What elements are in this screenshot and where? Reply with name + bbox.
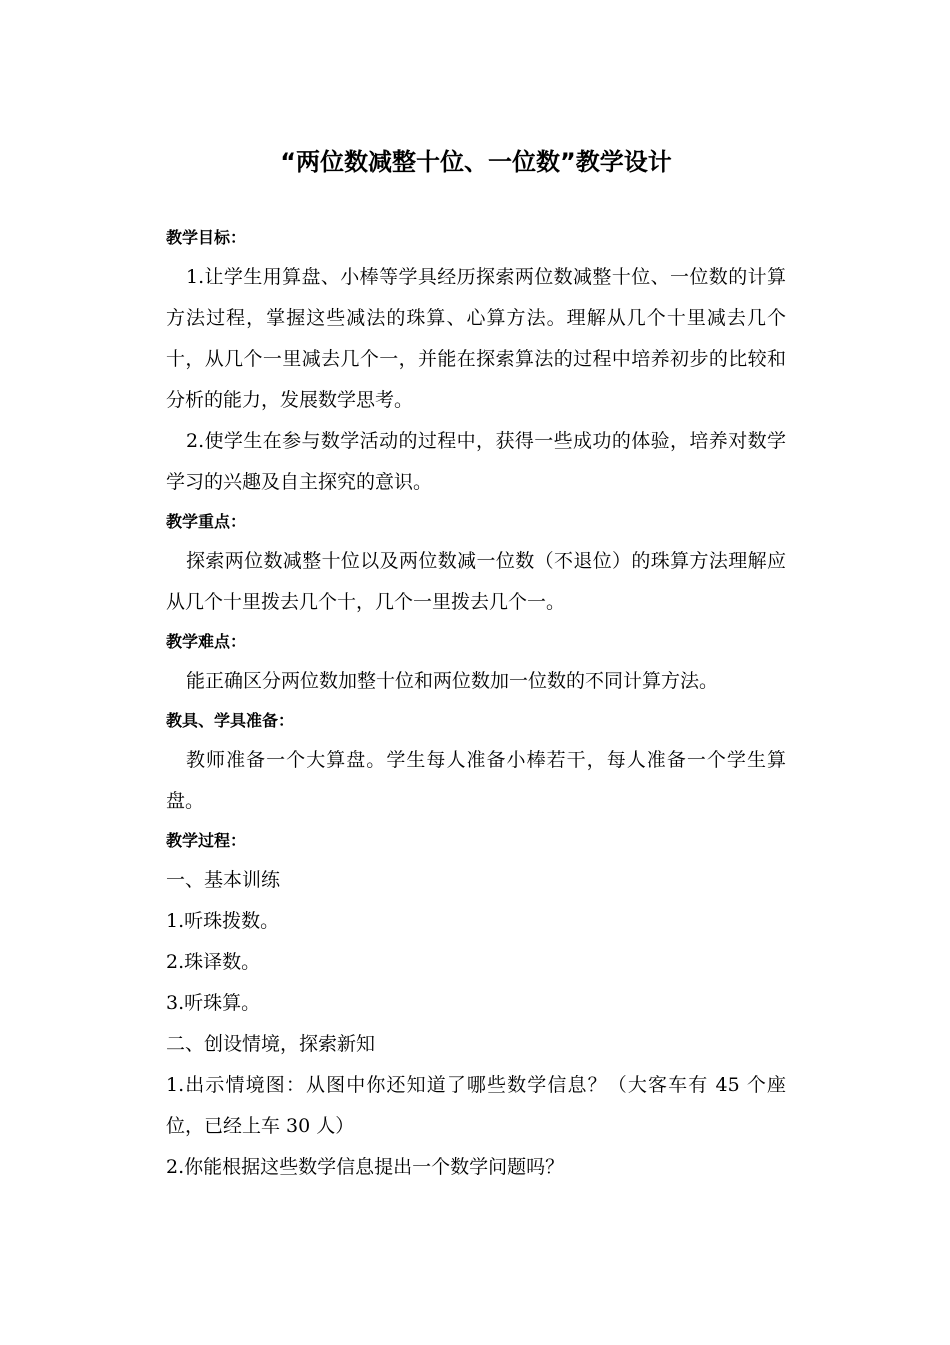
process-part-1: 一、基本训练 — [166, 869, 281, 891]
materials-heading: 教具、学具准备： — [166, 711, 295, 730]
section-difficulties — [166, 623, 786, 702]
difficulties-paragraph: 能正确区分两位数加整十位和两位数加一位数的不同计算方法。 — [186, 670, 719, 692]
section-materials — [166, 702, 786, 822]
section-process — [166, 822, 786, 1188]
key-points-heading: 教学重点： — [166, 512, 247, 531]
document-body — [166, 138, 786, 1188]
process-heading: 教学过程： — [166, 831, 247, 850]
process-item-3: 3.听珠算。 — [166, 992, 261, 1014]
process-item-1: 1.听珠拨数。 — [166, 910, 280, 932]
key-points-paragraph: 探索两位数减整十位以及两位数减一位数（不退位）的珠算方法理解应从几个十里拨去几个十，几个一里拨去几个一。 — [166, 550, 786, 613]
document-title: “两位数减整十位、一位数”教学设计 — [280, 148, 672, 176]
materials-paragraph: 教师准备一个大算盘。学生每人准备小棒若干，每人准备一个学生算盘。 — [166, 749, 786, 812]
process-item-2: 2.珠译数。 — [166, 951, 261, 973]
process-part-2: 二、创设情境，探索新知 — [166, 1033, 376, 1055]
goals-paragraph-2: 2.使学生在参与数学活动的过程中，获得一些成功的体验，培养对数学学习的兴趣及自主探究的意识。 — [166, 430, 786, 493]
section-key-points — [166, 503, 786, 623]
section-goals — [166, 219, 786, 503]
process-item-5: 2.你能根据这些数学信息提出一个数学问题吗？ — [166, 1156, 565, 1178]
difficulties-heading: 教学难点： — [166, 632, 247, 651]
process-item-4: 1.出示情境图：从图中你还知道了哪些数学信息？（大客车有 45 个座位，已经上车 30 人） — [166, 1074, 786, 1137]
goals-paragraph-1: 1.让学生用算盘、小棒等学具经历探索两位数减整十位、一位数的计算方法过程，掌握这些减法的珠算、心算方法。理解从几个十里减去几个十，从几个一里减去几个一，并能在探索算法的过程中培养初步的比较和分析的能力，发展数学思考。 — [166, 266, 786, 411]
goals-heading: 教学目标： — [166, 228, 247, 247]
